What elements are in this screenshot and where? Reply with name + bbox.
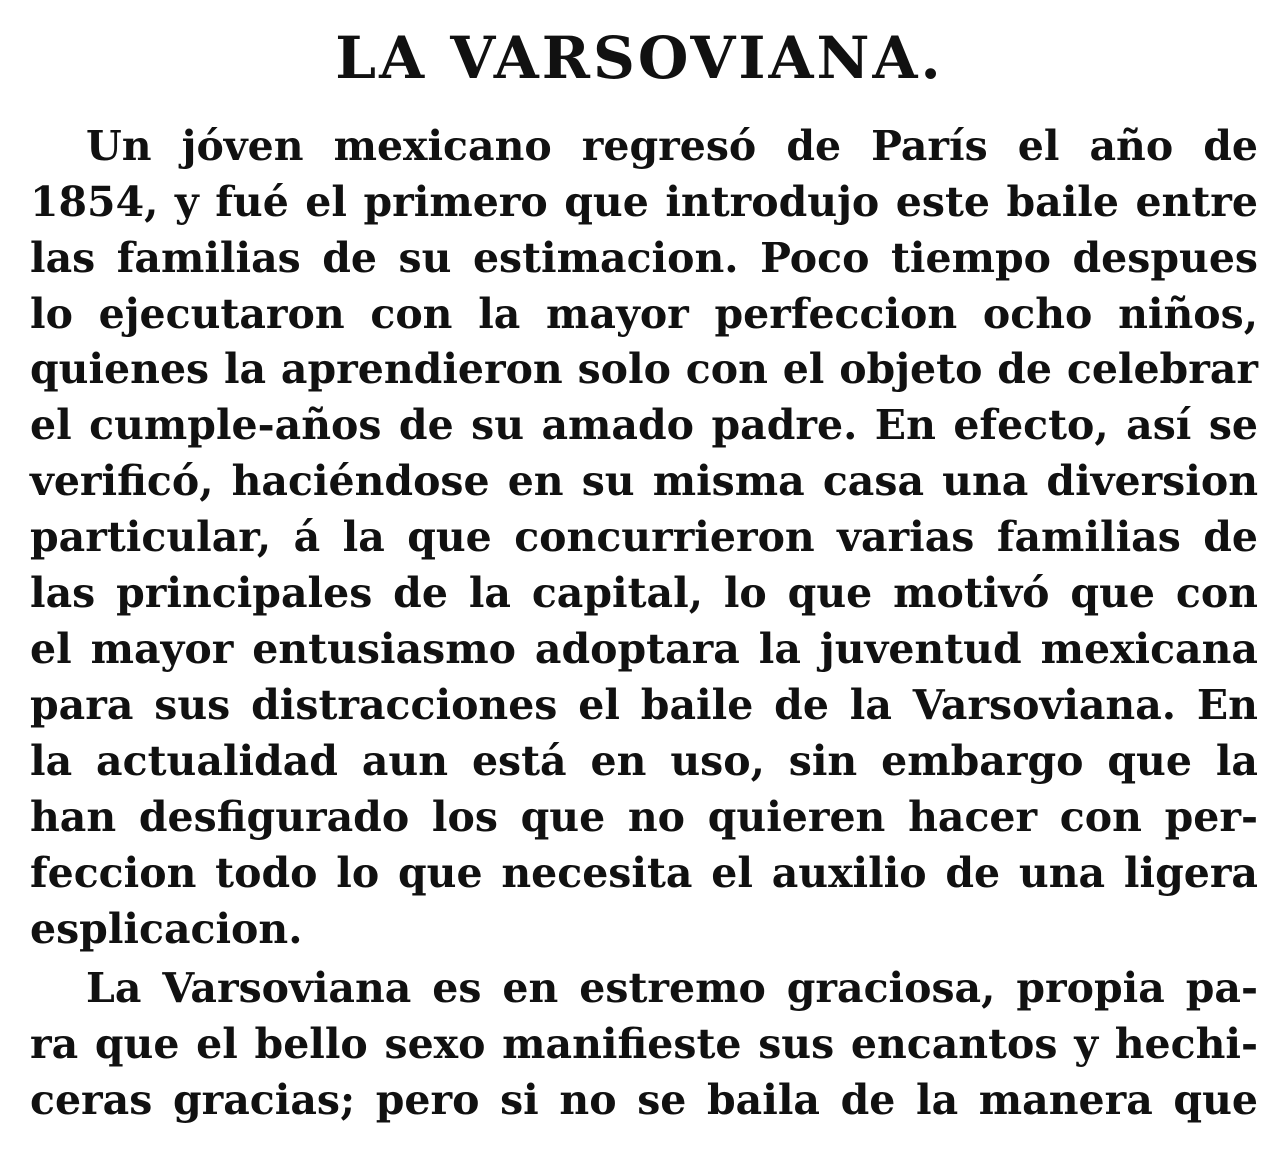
text-line: han desfigurado los que no quieren hacer con per- <box>30 793 1258 841</box>
text-line: las familias de su estimacion. Poco tiempo despues <box>30 234 1258 282</box>
text-line: quienes la aprendieron solo con el objeto de celebrar <box>30 345 1258 393</box>
text-line: el mayor entusiasmo adoptara la juventud mexicana <box>30 625 1258 673</box>
text-line: esplicacion. <box>30 905 303 953</box>
text-line: La Varsoviana es en estremo graciosa, propia pa- <box>86 964 1258 1012</box>
text-line: las principales de la capital, lo que motivó que con <box>30 569 1258 617</box>
text-line: el cumple-años de su amado padre. En efecto, así se <box>30 401 1258 449</box>
text-line: ceras gracias; pero si no se baila de la manera que <box>30 1076 1258 1124</box>
text-line: para sus distracciones el baile de la Varsoviana. En <box>30 681 1258 729</box>
text-line: verificó, haciéndose en su misma casa una diversion <box>30 457 1258 505</box>
page-title: LA VARSOVIANA. <box>335 24 944 92</box>
text-line: particular, á la que concurrieron varias familias de <box>30 513 1258 561</box>
text-line: 1854, y fué el primero que introdujo este baile entre <box>30 178 1258 226</box>
text-line: Un jóven mexicano regresó de París el año de <box>86 122 1258 170</box>
text-line: la actualidad aun está en uso, sin embargo que la <box>30 737 1258 785</box>
text-line: ra que el bello sexo manifieste sus encantos y hechi- <box>30 1020 1258 1068</box>
text-line: feccion todo lo que necesita el auxilio de una ligera <box>30 849 1258 897</box>
text-line: lo ejecutaron con la mayor perfeccion ocho niños, <box>30 290 1258 338</box>
